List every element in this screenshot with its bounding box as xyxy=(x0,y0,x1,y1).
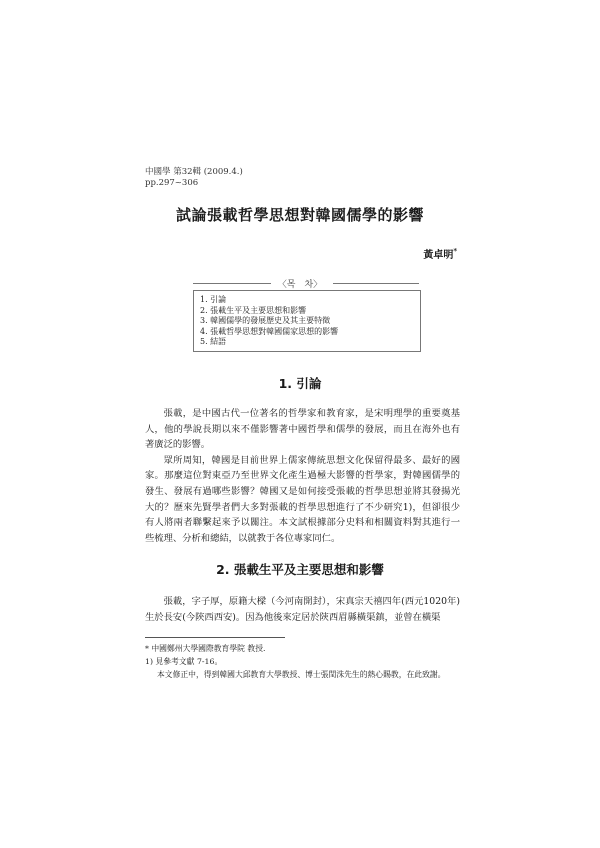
journal-info xyxy=(145,167,243,189)
paragraph: 張載，是中國古代一位著名的哲學家和教育家，是宋明理學的重要奠基人，他的學說長期以來不僅影響著中國哲學和儒學的發展，而且在海外也有著廣泛的影響。 xyxy=(145,408,460,451)
toc-rule-right xyxy=(333,283,419,284)
toc-item: 3. 韓國儒學的發展歷史及其主要特徵 xyxy=(200,316,331,326)
paragraph: 張載，字子厚，原籍大樑（今河南開封），宋真宗天禧四年(西元1020年)生於長安(今陝西西安)。因為他後來定居於陝西眉縣橫渠鎮，並曾在橫渠 xyxy=(145,596,460,623)
author-footnote-mark: * xyxy=(453,246,457,256)
section-heading-1: 1. 引論 xyxy=(278,376,322,391)
footnote-1: 1) 見參考文獻 7-16。 xyxy=(145,657,223,666)
author-name: 黃卓明 xyxy=(423,250,454,261)
author xyxy=(423,246,457,261)
toc-item: 2. 張載生平及主要思想和影響 xyxy=(200,305,307,315)
section-1-body xyxy=(145,406,460,546)
table-of-contents xyxy=(193,290,421,352)
paragraph: 眾所周知，韓國是目前世界上儒家傳統思想文化保留得最多、最好的國家。那麼這位對東亞乃至世界文化產生過極大影響的哲學家，對韓國儒學的發生、發展有過哪些影響？韓國又是如何接受張載的哲學思想並將其發揚光大的？歷來先賢學者們大多對張載的哲學思想進行了不少研究1)，但卻很少有人將兩者聯繫起來予以關注。本文試根據部分史料和相關資料對其進行一些梳理、分析和總結，以就教于各位專家同仁。 xyxy=(145,454,460,544)
toc-item: 5. 結語 xyxy=(200,337,227,347)
toc-heading: 〈목 차〉 xyxy=(277,280,323,290)
footnote-author: * 中國鄭州大學國際教育學院 教授. xyxy=(145,644,266,653)
journal-volume: 中國學 第32輯 (2009.4.) xyxy=(145,167,243,177)
section-heading-2: 2. 張載生平及主要思想和影響 xyxy=(216,562,384,577)
footnote-rule xyxy=(145,637,285,638)
footnote-acknowledgement: 本文修正中，得到韓國大邱教育大學教授、博士張閏洙先生的熱心賜教，在此致謝。 xyxy=(157,670,446,679)
journal-pages: pp.297~306 xyxy=(145,178,199,188)
section-2-body xyxy=(145,594,460,625)
toc-item: 1. 引論 xyxy=(200,295,227,304)
paper-title: 試論張載哲學思想對韓國儒學的影響 xyxy=(175,206,424,224)
toc-item: 4. 張載哲學思想對韓國儒家思想的影響 xyxy=(200,326,339,336)
